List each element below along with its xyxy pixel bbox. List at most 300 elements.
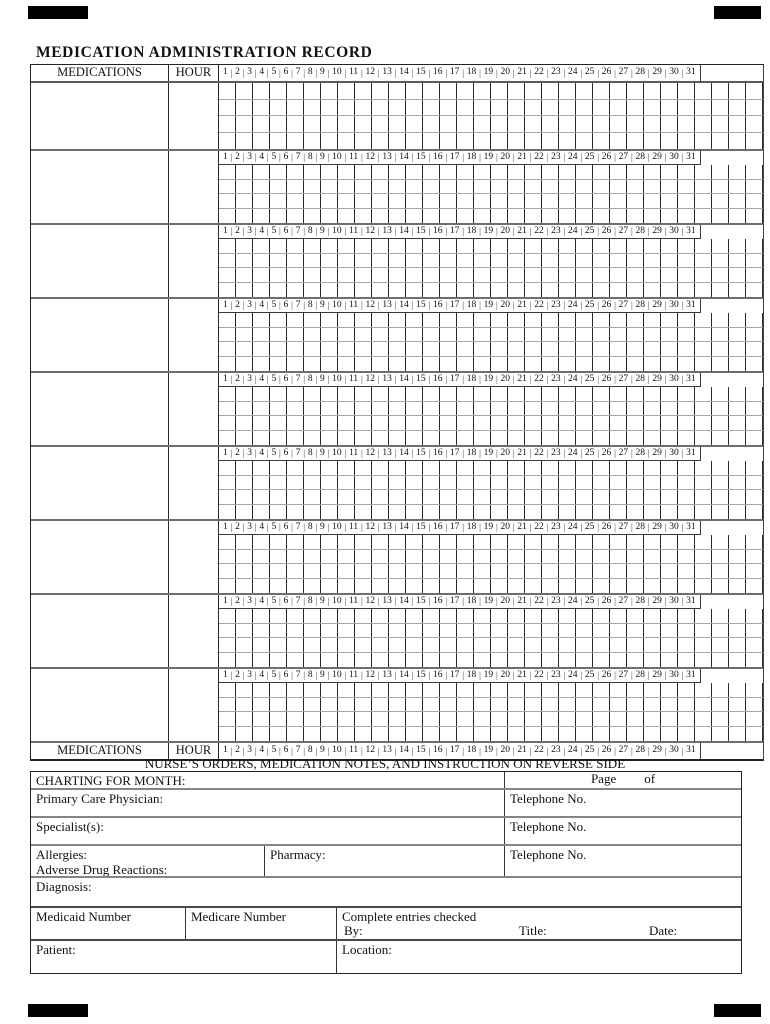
day-number: 17 xyxy=(449,299,460,310)
day-separator: | xyxy=(445,670,448,680)
day-number: 18 xyxy=(466,151,477,162)
pharmacy-telephone-field[interactable] xyxy=(504,846,741,876)
day-separator: | xyxy=(647,226,650,236)
day-separator: | xyxy=(630,67,633,78)
day-separator: | xyxy=(563,374,566,384)
day-number: 26 xyxy=(601,151,612,162)
day-separator: | xyxy=(360,596,363,606)
day-number: 14 xyxy=(399,595,409,606)
administration-grid-row[interactable] xyxy=(219,165,763,180)
day-separator: | xyxy=(291,596,293,606)
specialist-telephone-field[interactable] xyxy=(504,818,741,844)
day-separator: | xyxy=(344,448,347,458)
day-number: 14 xyxy=(399,669,409,680)
administration-grid-row[interactable] xyxy=(219,712,763,727)
day-number: 7 xyxy=(295,225,301,236)
day-number: 8 xyxy=(307,225,313,236)
day-separator: | xyxy=(428,67,431,78)
administration-grid-row[interactable] xyxy=(219,461,763,476)
day-number: 1 xyxy=(223,447,228,458)
day-separator: | xyxy=(647,67,650,78)
day-number: 15 xyxy=(416,595,426,606)
day-separator: | xyxy=(580,670,583,680)
hour-cell[interactable] xyxy=(169,225,219,297)
page-number-field[interactable] xyxy=(504,772,741,788)
day-number: 9 xyxy=(320,225,325,236)
day-number: 4 xyxy=(259,151,265,162)
day-separator: | xyxy=(681,226,684,236)
day-separator: | xyxy=(529,670,532,680)
day-number: 30 xyxy=(669,67,679,78)
adverse-drug-reactions-label: Adverse Drug Reactions: xyxy=(36,862,168,876)
day-number: 13 xyxy=(382,745,392,756)
administration-grid-row[interactable] xyxy=(219,564,763,579)
day-separator: | xyxy=(230,670,233,680)
day-number: 27 xyxy=(618,447,629,458)
location-field[interactable] xyxy=(337,941,741,973)
day-separator: | xyxy=(291,745,293,756)
day-number: 11 xyxy=(349,745,359,756)
day-separator: | xyxy=(597,448,599,458)
administration-grid-row[interactable] xyxy=(219,490,763,505)
day-number: 21 xyxy=(517,67,527,78)
day-number: 31 xyxy=(686,299,696,310)
medication-name-cell[interactable] xyxy=(31,299,169,371)
hour-cell[interactable] xyxy=(169,521,219,593)
administration-grid-row[interactable] xyxy=(219,194,763,209)
day-separator: | xyxy=(377,300,380,310)
administration-grid-row[interactable] xyxy=(219,550,763,565)
administration-grid-row[interactable] xyxy=(219,535,763,550)
day-number: 15 xyxy=(416,67,426,78)
administration-grid-row[interactable] xyxy=(219,727,763,742)
medication-block xyxy=(31,83,763,149)
medication-name-cell[interactable] xyxy=(31,595,169,667)
administration-grid-row[interactable] xyxy=(219,239,763,254)
administration-grid-row[interactable] xyxy=(219,698,763,713)
day-separator: | xyxy=(546,522,549,532)
day-separator: | xyxy=(495,596,498,606)
medicaid-number-field[interactable] xyxy=(31,908,186,939)
day-number: 5 xyxy=(271,299,277,310)
day-number: 18 xyxy=(466,299,477,310)
day-grid-area xyxy=(219,447,763,519)
medication-block xyxy=(31,371,763,445)
day-separator: | xyxy=(681,522,684,532)
page-title: MEDICATION ADMINISTRATION RECORD xyxy=(36,44,373,61)
day-separator: | xyxy=(479,745,481,756)
day-separator: | xyxy=(546,448,549,458)
day-separator: | xyxy=(512,522,515,532)
day-separator: | xyxy=(580,596,583,606)
day-separator: | xyxy=(230,522,233,532)
day-number: 22 xyxy=(534,67,544,78)
day-grid-area xyxy=(219,225,763,297)
day-number: 20 xyxy=(500,151,511,162)
day-separator: | xyxy=(495,152,498,162)
day-number: 24 xyxy=(568,521,578,532)
day-separator: | xyxy=(327,67,330,78)
hour-cell[interactable] xyxy=(169,373,219,445)
day-number: 6 xyxy=(283,521,289,532)
pharmacy-label: Pharmacy: xyxy=(270,847,326,862)
day-separator: | xyxy=(546,152,549,162)
day-separator: | xyxy=(315,448,318,458)
day-number: 30 xyxy=(669,745,679,756)
medication-name-cell[interactable] xyxy=(31,521,169,593)
administration-grid-row[interactable] xyxy=(219,283,763,298)
day-separator: | xyxy=(445,226,448,236)
medication-block xyxy=(31,667,763,741)
day-separator: | xyxy=(279,374,281,384)
day-separator: | xyxy=(266,670,269,680)
day-number: 31 xyxy=(686,669,696,680)
day-number: 20 xyxy=(500,447,511,458)
day-number: 3 xyxy=(247,225,252,236)
administration-grid-row[interactable] xyxy=(219,624,763,639)
day-number: 10 xyxy=(332,521,342,532)
day-separator: | xyxy=(254,67,257,78)
day-number: 6 xyxy=(283,67,289,78)
day-number: 31 xyxy=(686,521,696,532)
day-number: 1 xyxy=(223,299,228,310)
day-number: 19 xyxy=(483,67,494,78)
day-separator: | xyxy=(495,67,498,78)
day-number: 1 xyxy=(223,595,228,606)
day-number: 25 xyxy=(584,669,595,680)
administration-grid-row[interactable] xyxy=(219,431,763,446)
day-number: 10 xyxy=(332,67,342,78)
day-number: 29 xyxy=(652,151,662,162)
day-separator: | xyxy=(242,300,245,310)
day-separator: | xyxy=(614,596,616,606)
day-separator: | xyxy=(647,522,650,532)
day-number: 15 xyxy=(416,151,426,162)
day-number: 21 xyxy=(517,373,527,384)
day-number: 14 xyxy=(399,373,409,384)
administration-grid-row[interactable] xyxy=(219,254,763,269)
day-number: 23 xyxy=(551,373,561,384)
day-number: 25 xyxy=(584,299,595,310)
day-number: 3 xyxy=(247,67,252,78)
day-number: 21 xyxy=(517,151,527,162)
day-number: 27 xyxy=(618,521,629,532)
day-number: 16 xyxy=(433,447,443,458)
administration-grid-row[interactable] xyxy=(219,402,763,417)
day-separator: | xyxy=(411,300,414,310)
hour-cell[interactable] xyxy=(169,595,219,667)
day-number: 31 xyxy=(686,151,696,162)
day-separator: | xyxy=(580,374,583,384)
day-separator: | xyxy=(291,670,293,680)
day-separator: | xyxy=(291,226,293,236)
day-separator: | xyxy=(681,448,684,458)
day-number: 12 xyxy=(365,521,376,532)
medication-name-cell[interactable] xyxy=(31,225,169,297)
day-number: 26 xyxy=(601,745,612,756)
day-number: 19 xyxy=(483,595,494,606)
day-number: 14 xyxy=(399,745,409,756)
day-separator: | xyxy=(315,226,318,236)
day-separator: | xyxy=(242,152,245,162)
day-separator: | xyxy=(344,745,347,756)
day-separator: | xyxy=(462,152,464,162)
day-separator: | xyxy=(377,448,380,458)
day-separator: | xyxy=(580,226,583,236)
day-separator: | xyxy=(512,596,515,606)
medicare-number-field[interactable] xyxy=(186,908,337,939)
primary-care-physician-field[interactable] xyxy=(31,790,504,816)
administration-grid-row[interactable] xyxy=(219,416,763,431)
day-number: 9 xyxy=(320,151,325,162)
administration-grid-row[interactable] xyxy=(219,268,763,283)
entries-checked-field[interactable] xyxy=(337,908,741,939)
primary-care-physician-row xyxy=(31,788,741,816)
date-label: Date: xyxy=(649,923,678,938)
day-number: 6 xyxy=(283,669,289,680)
day-number: 3 xyxy=(247,745,252,756)
day-number: 25 xyxy=(584,373,595,384)
day-separator: | xyxy=(360,226,363,236)
day-number: 11 xyxy=(349,225,359,236)
administration-grid-row[interactable] xyxy=(219,683,763,698)
administration-grid-row[interactable] xyxy=(219,133,763,150)
day-separator: | xyxy=(428,522,431,532)
day-number: 28 xyxy=(635,151,646,162)
day-separator: | xyxy=(546,67,549,78)
day-number: 26 xyxy=(601,447,612,458)
administration-grid-row[interactable] xyxy=(219,342,763,357)
day-number: 10 xyxy=(332,447,342,458)
day-number: 23 xyxy=(551,745,561,756)
day-separator: | xyxy=(664,745,667,756)
day-number: 2 xyxy=(235,447,240,458)
day-separator: | xyxy=(242,670,245,680)
administration-grid-row[interactable] xyxy=(219,505,763,520)
hour-cell[interactable] xyxy=(169,151,219,223)
specialists-row xyxy=(31,816,741,844)
day-number: 19 xyxy=(483,151,494,162)
day-separator: | xyxy=(597,152,599,162)
day-number: 10 xyxy=(332,151,342,162)
day-numbers-row xyxy=(219,225,701,239)
day-separator: | xyxy=(681,374,684,384)
administration-grid-row[interactable] xyxy=(219,476,763,491)
day-separator: | xyxy=(315,745,318,756)
day-number: 18 xyxy=(466,225,477,236)
day-separator: | xyxy=(664,670,667,680)
administration-grid-row[interactable] xyxy=(219,209,763,224)
day-number: 6 xyxy=(283,595,289,606)
day-separator: | xyxy=(242,596,245,606)
day-number: 7 xyxy=(295,745,301,756)
administration-grid-row[interactable] xyxy=(219,313,763,328)
hour-cell[interactable] xyxy=(169,447,219,519)
day-number: 21 xyxy=(517,521,527,532)
day-separator: | xyxy=(512,670,515,680)
hour-cell[interactable] xyxy=(169,669,219,741)
day-number: 23 xyxy=(551,595,561,606)
day-number: 24 xyxy=(568,67,578,78)
day-separator: | xyxy=(664,226,667,236)
day-number: 15 xyxy=(416,447,426,458)
day-number: 30 xyxy=(669,595,679,606)
day-number: 27 xyxy=(618,67,629,78)
day-number: 20 xyxy=(500,299,511,310)
day-number: 25 xyxy=(584,521,595,532)
day-number: 9 xyxy=(320,595,325,606)
day-number: 29 xyxy=(652,67,662,78)
day-separator: | xyxy=(411,596,414,606)
day-separator: | xyxy=(546,670,549,680)
day-separator: | xyxy=(428,300,431,310)
telephone-label: Telephone No. xyxy=(510,791,587,806)
day-separator: | xyxy=(664,152,667,162)
day-number: 23 xyxy=(551,67,561,78)
numbers-row xyxy=(31,906,741,939)
day-number: 13 xyxy=(382,447,392,458)
day-numbers-row xyxy=(219,521,701,535)
day-number: 22 xyxy=(534,299,544,310)
day-number: 6 xyxy=(283,299,289,310)
day-grid-area xyxy=(219,373,763,445)
day-number: 26 xyxy=(601,595,612,606)
administration-grid-row[interactable] xyxy=(219,609,763,624)
hour-cell[interactable] xyxy=(169,83,219,149)
day-separator: | xyxy=(327,745,330,756)
day-separator: | xyxy=(279,745,281,756)
day-grid-area xyxy=(219,151,763,223)
day-number: 25 xyxy=(584,67,595,78)
administration-grid-row[interactable] xyxy=(219,328,763,343)
administration-grid-row[interactable] xyxy=(219,387,763,402)
day-separator: | xyxy=(377,67,380,78)
day-number: 2 xyxy=(235,299,240,310)
day-number: 15 xyxy=(416,225,426,236)
administration-grid-row[interactable] xyxy=(219,83,763,100)
day-separator: | xyxy=(630,300,633,310)
medication-name-cell[interactable] xyxy=(31,373,169,445)
day-separator: | xyxy=(479,374,481,384)
charting-for-month-label: CHARTING FOR MONTH: xyxy=(36,773,186,788)
day-number: 16 xyxy=(433,299,443,310)
day-number: 24 xyxy=(568,151,578,162)
day-separator: | xyxy=(512,226,515,236)
hour-cell[interactable] xyxy=(169,299,219,371)
day-separator: | xyxy=(411,67,414,78)
day-separator: | xyxy=(529,67,532,78)
medication-name-cell[interactable] xyxy=(31,669,169,741)
day-number: 2 xyxy=(235,669,240,680)
day-number: 25 xyxy=(584,745,595,756)
day-number: 8 xyxy=(307,521,313,532)
medication-name-cell[interactable] xyxy=(31,447,169,519)
day-numbers-row xyxy=(219,669,701,683)
day-number: 17 xyxy=(449,151,460,162)
day-number: 29 xyxy=(652,669,662,680)
day-separator: | xyxy=(597,226,599,236)
day-separator: | xyxy=(394,745,397,756)
day-number: 2 xyxy=(235,225,240,236)
day-number: 8 xyxy=(307,373,313,384)
day-number: 22 xyxy=(534,595,544,606)
day-number: 20 xyxy=(500,67,511,78)
charting-for-month-field[interactable] xyxy=(31,772,504,788)
day-separator: | xyxy=(360,152,363,162)
administration-grid-row[interactable] xyxy=(219,579,763,594)
day-separator: | xyxy=(647,596,650,606)
day-number: 29 xyxy=(652,521,662,532)
medication-name-cell[interactable] xyxy=(31,83,169,149)
day-separator: | xyxy=(242,448,245,458)
medication-block xyxy=(31,519,763,593)
day-separator: | xyxy=(495,522,498,532)
administration-grid-row[interactable] xyxy=(219,100,763,117)
specialists-label: Specialist(s): xyxy=(36,819,104,834)
day-grid-area xyxy=(219,83,763,149)
administration-grid-row[interactable] xyxy=(219,116,763,133)
day-number: 14 xyxy=(399,299,409,310)
day-separator: | xyxy=(462,67,464,78)
day-separator: | xyxy=(681,152,684,162)
day-separator: | xyxy=(254,670,257,680)
administration-grid-row[interactable] xyxy=(219,180,763,195)
day-number: 17 xyxy=(449,67,460,78)
medication-name-cell[interactable] xyxy=(31,151,169,223)
day-number: 2 xyxy=(235,521,240,532)
day-number: 7 xyxy=(295,669,301,680)
day-number: 4 xyxy=(259,669,265,680)
day-number: 27 xyxy=(618,299,629,310)
day-separator: | xyxy=(445,596,448,606)
administration-grid-row[interactable] xyxy=(219,653,763,668)
specialists-field[interactable] xyxy=(31,818,504,844)
day-separator: | xyxy=(230,226,233,236)
day-separator: | xyxy=(411,670,414,680)
pharmacy-field[interactable] xyxy=(264,846,504,876)
day-separator: | xyxy=(254,152,257,162)
day-number: 5 xyxy=(271,447,277,458)
day-number: 2 xyxy=(235,151,240,162)
day-separator: | xyxy=(377,670,380,680)
day-separator: | xyxy=(291,300,293,310)
diagnosis-field[interactable] xyxy=(31,878,741,906)
day-number: 9 xyxy=(320,447,325,458)
administration-grid-row[interactable] xyxy=(219,357,763,372)
diagnosis-label: Diagnosis: xyxy=(36,879,92,894)
day-number: 28 xyxy=(635,595,646,606)
physician-telephone-field[interactable] xyxy=(504,790,741,816)
day-separator: | xyxy=(462,300,464,310)
day-number: 18 xyxy=(466,447,477,458)
day-separator: | xyxy=(647,745,650,756)
day-separator: | xyxy=(597,522,599,532)
day-separator: | xyxy=(630,522,633,532)
day-separator: | xyxy=(303,745,306,756)
administration-grid-row[interactable] xyxy=(219,638,763,653)
day-separator: | xyxy=(512,374,515,384)
day-grid-area xyxy=(219,521,763,593)
day-separator: | xyxy=(279,596,281,606)
day-separator: | xyxy=(315,374,318,384)
allergies-field[interactable] xyxy=(31,846,264,876)
day-separator: | xyxy=(394,670,397,680)
day-number: 27 xyxy=(618,373,629,384)
day-number: 8 xyxy=(307,447,313,458)
day-number: 18 xyxy=(466,67,477,78)
day-separator: | xyxy=(394,226,397,236)
patient-field[interactable] xyxy=(31,941,337,973)
